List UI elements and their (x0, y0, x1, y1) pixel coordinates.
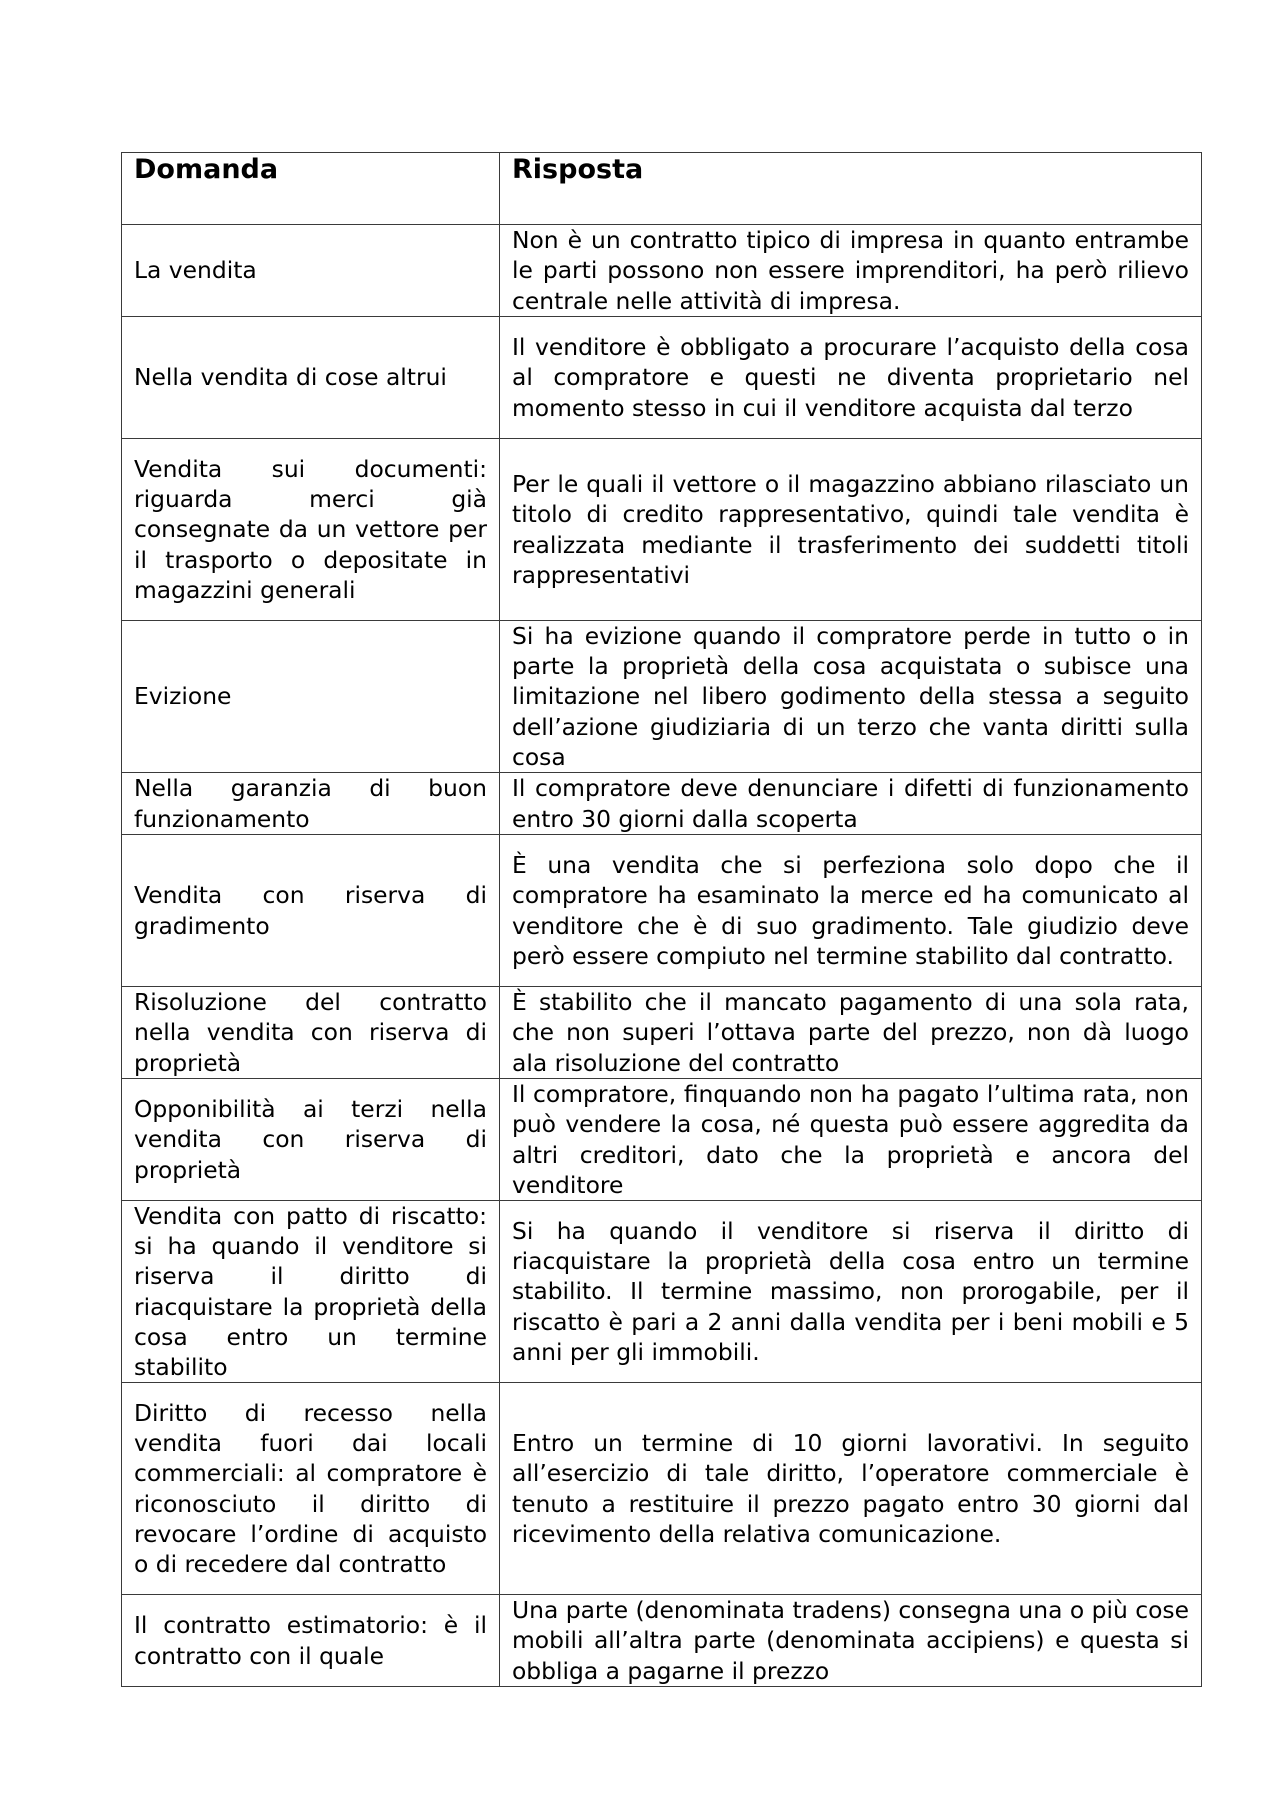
header-question: Domanda (122, 153, 500, 225)
answer-cell: Entro un termine di 10 giorni lavorativi. In seguito all’esercizio di tale diritto, l’operatore commerciale è tenuto a restituire il prezzo pagato entro 30 giorni dal ricevimento della relativa comunicazione. (500, 1383, 1202, 1595)
table-row (122, 225, 1202, 317)
qa-table (121, 152, 1202, 1687)
header-answer: Risposta (500, 153, 1202, 225)
question-cell: Vendita sui documenti: riguarda merci già consegnate da un vettore per il trasporto o depositate in magazzini generali (122, 439, 500, 621)
answer-cell: Il compratore deve denunciare i difetti di funzionamento entro 30 giorni dalla scoperta (500, 773, 1202, 835)
table-row (122, 1383, 1202, 1595)
question-cell: Opponibilità ai terzi nella vendita con riserva di proprietà (122, 1079, 500, 1201)
answer-cell: Il compratore, finquando non ha pagato l’ultima rata, non può vendere la cosa, né questa può essere aggredita da altri creditori, dato che la proprietà e ancora del venditore (500, 1079, 1202, 1201)
question-cell: Vendita con patto di riscatto: si ha quando il venditore si riserva il diritto di riacquistare la proprietà della cosa entro un termine stabilito (122, 1201, 500, 1383)
table-row (122, 1079, 1202, 1201)
question-cell: La vendita (122, 225, 500, 317)
answer-cell: Non è un contratto tipico di impresa in quanto entrambe le parti possono non essere imprenditori, ha però rilievo centrale nelle attività di impresa. (500, 225, 1202, 317)
question-cell: Evizione (122, 621, 500, 773)
question-cell: Risoluzione del contratto nella vendita con riserva di proprietà (122, 987, 500, 1079)
question-cell: Diritto di recesso nella vendita fuori dai locali commerciali: al compratore è riconosciuto il diritto di revocare l’ordine di acquisto o di recedere dal contratto (122, 1383, 500, 1595)
answer-cell: Si ha evizione quando il compratore perde in tutto o in parte la proprietà della cosa acquistata o subisce una limitazione nel libero godimento della stessa a seguito dell’azione giudiziaria di un terzo che vanta diritti sulla cosa (500, 621, 1202, 773)
question-cell: Il contratto estimatorio: è il contratto con il quale (122, 1595, 500, 1687)
table-row (122, 1201, 1202, 1383)
question-cell: Nella garanzia di buon funzionamento (122, 773, 500, 835)
table-row (122, 773, 1202, 835)
table-row (122, 621, 1202, 773)
table-row (122, 987, 1202, 1079)
table-row (122, 317, 1202, 439)
answer-cell: È stabilito che il mancato pagamento di una sola rata, che non superi l’ottava parte del prezzo, non dà luogo ala risoluzione del contratto (500, 987, 1202, 1079)
table-row (122, 835, 1202, 987)
answer-cell: Per le quali il vettore o il magazzino abbiano rilasciato un titolo di credito rappresentativo, quindi tale vendita è realizzata mediante il trasferimento dei suddetti titoli rappresentativi (500, 439, 1202, 621)
answer-cell: Il venditore è obbligato a procurare l’acquisto della cosa al compratore e questi ne diventa proprietario nel momento stesso in cui il venditore acquista dal terzo (500, 317, 1202, 439)
table-row (122, 439, 1202, 621)
question-cell: Nella vendita di cose altrui (122, 317, 500, 439)
answer-cell: È una vendita che si perfeziona solo dopo che il compratore ha esaminato la merce ed ha comunicato al venditore che è di suo gradimento. Tale giudizio deve però essere compiuto nel termine stabilito dal contratto. (500, 835, 1202, 987)
question-cell: Vendita con riserva di gradimento (122, 835, 500, 987)
table-header-row (122, 153, 1202, 225)
table-row (122, 1595, 1202, 1687)
answer-cell: Si ha quando il venditore si riserva il diritto di riacquistare la proprietà della cosa entro un termine stabilito. Il termine massimo, non prorogabile, per il riscatto è pari a 2 anni dalla vendita per i beni mobili e 5 anni per gli immobili. (500, 1201, 1202, 1383)
answer-cell: Una parte (denominata tradens) consegna una o più cose mobili all’altra parte (denominata accipiens) e questa si obbliga a pagarne il prezzo (500, 1595, 1202, 1687)
